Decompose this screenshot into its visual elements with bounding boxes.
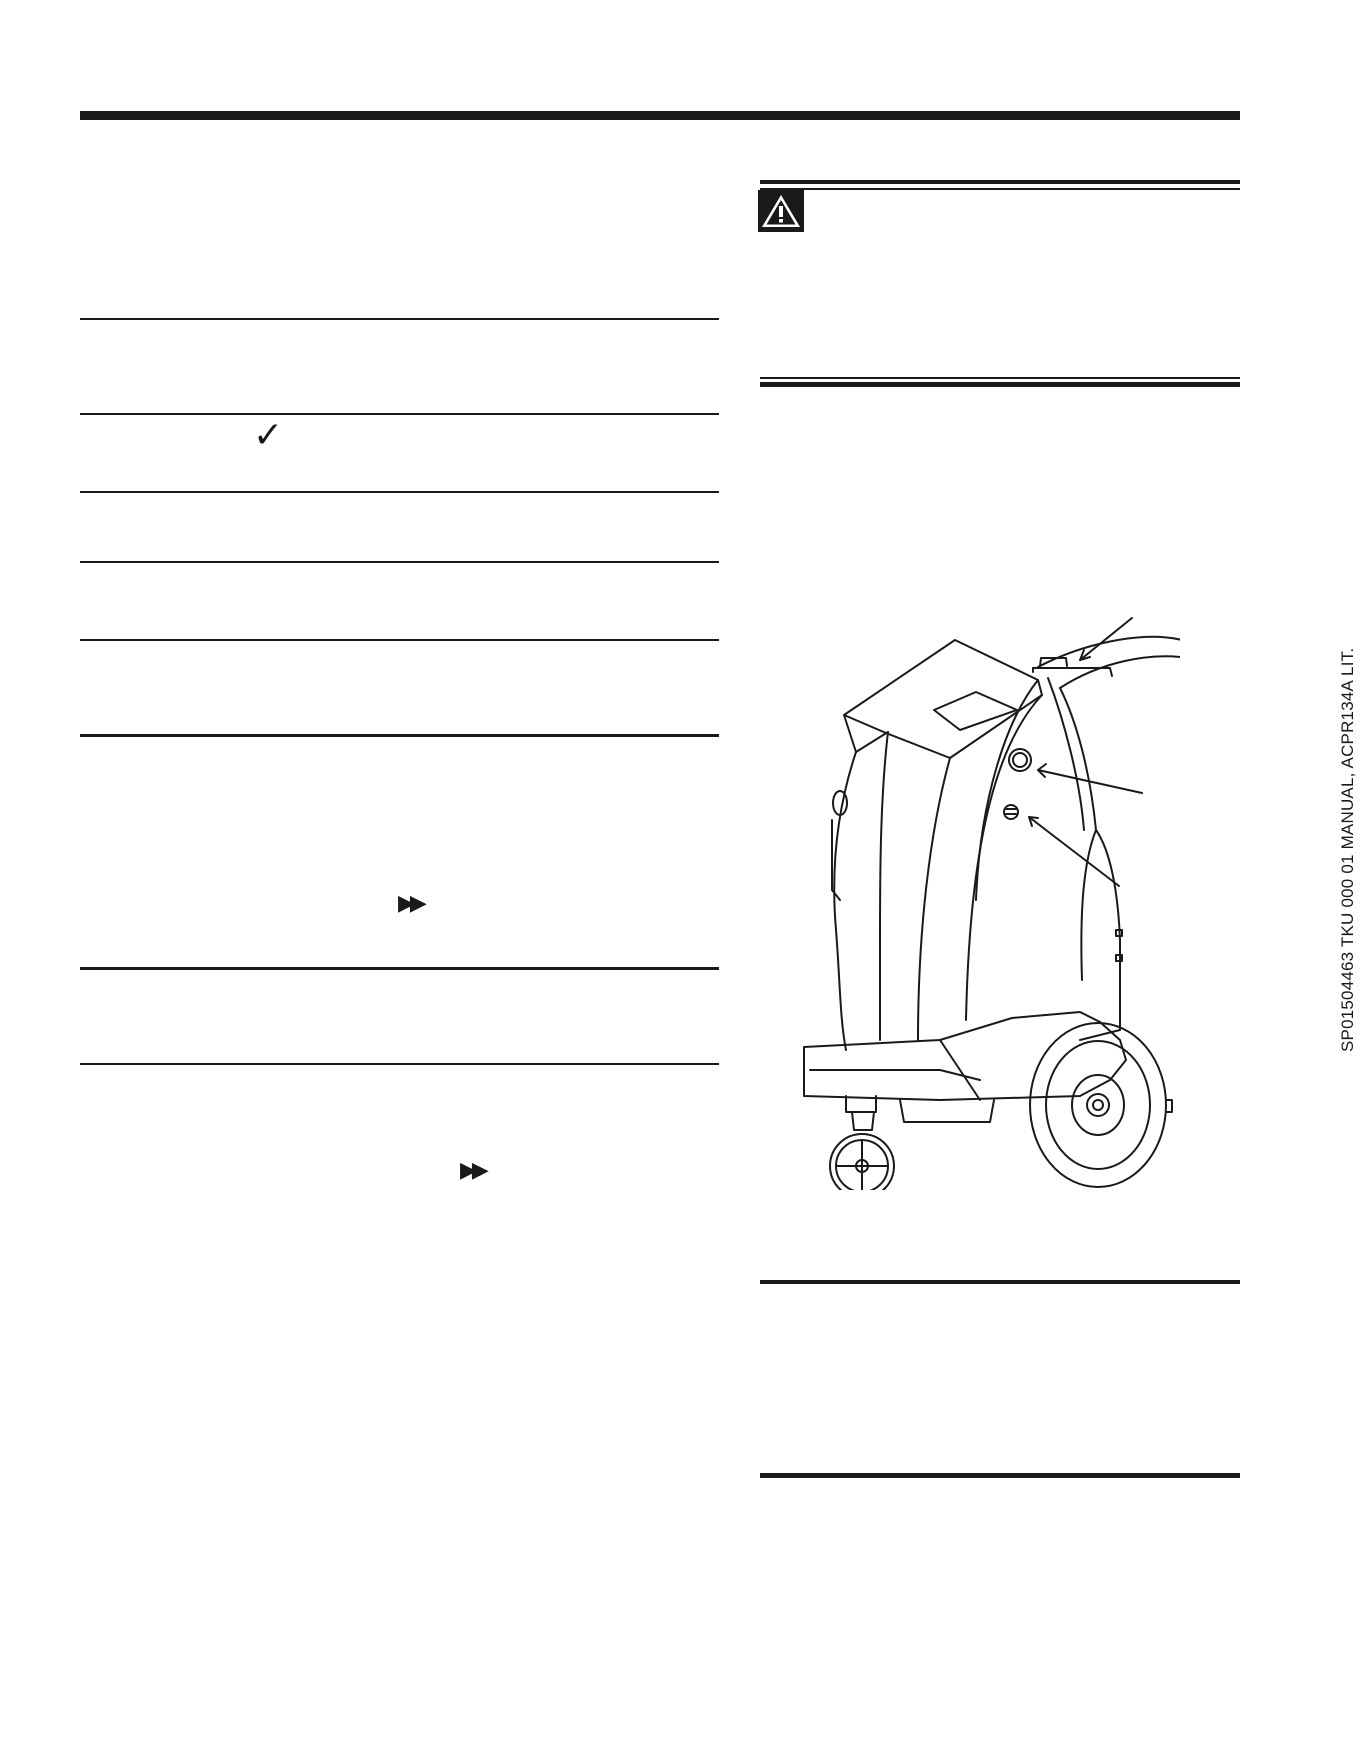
warning-rule-top-thin: [760, 188, 1240, 190]
warning-rule-top: [760, 180, 1240, 184]
warning-icon: [758, 190, 804, 232]
warning-rule-bottom: [760, 382, 1240, 387]
checkmark-icon: ✓: [253, 415, 284, 456]
table-rule: [80, 734, 719, 737]
header-rule: [80, 111, 1240, 120]
table-rule: [80, 491, 719, 493]
table-rule: [80, 413, 719, 415]
fast-forward-icon: ▶▶: [398, 891, 422, 916]
table-rule: [80, 967, 719, 970]
table-rule: [80, 318, 719, 320]
table-rule: [80, 639, 719, 641]
document-reference: SP01504463 TKU 000 01 MANUAL, ACPR134A LIT.: [1338, 647, 1357, 1052]
machine-illustration: [780, 600, 1180, 1190]
section-rule: [760, 1473, 1240, 1478]
table-rule: [80, 1063, 719, 1065]
warning-rule-bottom-thin: [760, 377, 1240, 379]
table-rule: [80, 561, 719, 563]
section-rule: [760, 1280, 1240, 1284]
fast-forward-icon: ▶▶: [460, 1158, 484, 1183]
